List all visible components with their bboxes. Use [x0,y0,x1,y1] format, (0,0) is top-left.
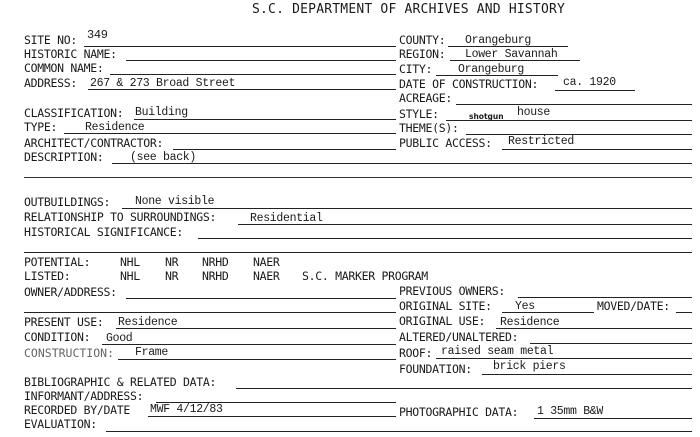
common-name-label: COMMON NAME: [24,61,104,75]
significance-extra-line [24,252,692,253]
moved-date-label: MOVED/DATE: [597,299,670,313]
city-value: Orangeburg [458,63,525,76]
acreage-label: ACREAGE: [399,91,452,105]
evaluation-line [106,431,692,432]
roof-value: raised seam metal [441,345,554,358]
description-line [112,163,692,164]
recorded-line [148,416,396,417]
original-use-line [496,328,692,329]
type-value: Residence [85,121,145,134]
date-construction-line [555,90,635,91]
condition-value: Good [106,332,133,345]
condition-label: CONDITION: [24,330,91,344]
bibliographic-label: BIBLIOGRAPHIC & RELATED DATA: [24,375,217,389]
recorded-label: RECORDED BY/DATE [24,403,130,417]
original-site-label: ORIGINAL SITE: [399,299,492,313]
recorded-value: MWF 4/12/83 [150,403,223,416]
outbuildings-line [122,208,692,209]
architect-label: ARCHITECT/CONTRACTOR: [24,136,164,150]
listed-nrhd: NRHD [202,269,229,283]
type-line [64,133,396,134]
theme-line [466,134,692,135]
construction-line [118,359,396,360]
foundation-line [482,374,692,375]
address-value: 267 & 273 Broad Street [90,77,236,90]
original-use-label: ORIGINAL USE: [399,314,486,328]
owner-address-label: OWNER/ADDRESS: [24,285,117,299]
construction-value: Frame [135,346,169,359]
classification-value: Building [135,106,188,119]
present-use-value: Residence [118,316,178,329]
section-divider [24,177,692,178]
significance-label: HISTORICAL SIGNIFICANCE: [24,225,183,239]
outbuildings-label: OUTBUILDINGS: [24,195,111,209]
description-label: DESCRIPTION: [24,150,104,164]
foundation-label: FOUNDATION: [399,362,472,376]
relationship-label: RELATIONSHIP TO SURROUNDINGS: [24,210,217,224]
relationship-value: Residential [250,212,323,225]
moved-date-line [676,312,692,313]
region-value: Lower Savannah [465,48,558,61]
region-line [450,60,580,61]
potential-label: POTENTIAL: [24,255,91,269]
altered-line [530,343,692,344]
condition-line [102,344,396,345]
potential-nhl: NHL [120,255,140,269]
site-no-value: 349 [87,28,108,42]
address-label: ADDRESS: [24,76,77,90]
theme-label: THEME(S): [399,121,459,135]
foundation-value: brick piers [493,360,566,373]
photographic-label: PHOTOGRAPHIC DATA: [399,405,519,419]
public-access-label: PUBLIC ACCESS: [399,136,492,150]
site-no-line [84,46,396,47]
region-label: REGION: [399,47,446,61]
present-use-label: PRESENT USE: [24,315,104,329]
listed-label: LISTED: [24,269,71,283]
sc-marker-program: S.C. MARKER PROGRAM [302,269,428,283]
significance-line [198,238,692,239]
date-construction-label: DATE OF CONSTRUCTION: [399,77,539,91]
city-line [436,75,558,76]
original-site-value: Yes [515,300,535,313]
style-value: house [517,106,551,119]
address-line [88,89,396,90]
public-access-line [502,149,692,150]
owner-address-line [126,298,396,299]
listed-naer: NAER [253,269,280,283]
original-use-value: Residence [500,316,560,329]
owner-address-line-2 [24,312,396,313]
site-no-label: SITE NO: [24,33,77,47]
historic-name-label: HISTORIC NAME: [24,47,117,61]
previous-owners-label: PREVIOUS OWNERS: [399,284,505,298]
present-use-line [116,328,396,329]
common-name-line [110,74,396,75]
description-value: (see back) [130,151,197,164]
roof-line [436,358,692,359]
bibliographic-line [236,388,692,389]
historic-name-line [126,60,396,61]
style-label: STYLE: [399,107,439,121]
city-label: CITY: [399,62,433,76]
date-construction-value: ca. 1920 [563,76,616,89]
photographic-line [534,418,692,419]
previous-owners-line [518,297,692,298]
potential-naer: NAER [253,255,280,269]
county-line [448,46,568,47]
public-access-value: Restricted [508,135,575,148]
evaluation-label: EVALUATION: [24,417,97,431]
county-value: Orangeburg [465,34,532,47]
type-label: TYPE: [24,120,58,134]
relationship-line [238,224,692,225]
county-label: COUNTY: [399,33,446,47]
classification-line [134,119,396,120]
outbuildings-value: None visible [135,195,215,208]
architect-line [173,149,396,150]
form-title: S.C. DEPARTMENT OF ARCHIVES AND HISTORY [252,2,566,17]
construction-label: CONSTRUCTION: [24,346,115,360]
potential-nr: NR [165,255,179,269]
roof-label: ROOF: [399,346,433,360]
original-site-line [502,312,594,313]
style-line [446,120,692,121]
listed-nr: NR [165,269,179,283]
altered-label: ALTERED/UNALTERED: [399,330,519,344]
style-handwritten: shotgun [469,112,504,121]
informant-label: INFORMANT/ADDRESS: [24,389,144,403]
photographic-value: 1 35mm B&W [537,405,604,418]
classification-label: CLASSIFICATION: [24,106,124,120]
acreage-line [456,104,692,105]
listed-nhl: NHL [120,269,140,283]
potential-nrhd: NRHD [202,255,229,269]
